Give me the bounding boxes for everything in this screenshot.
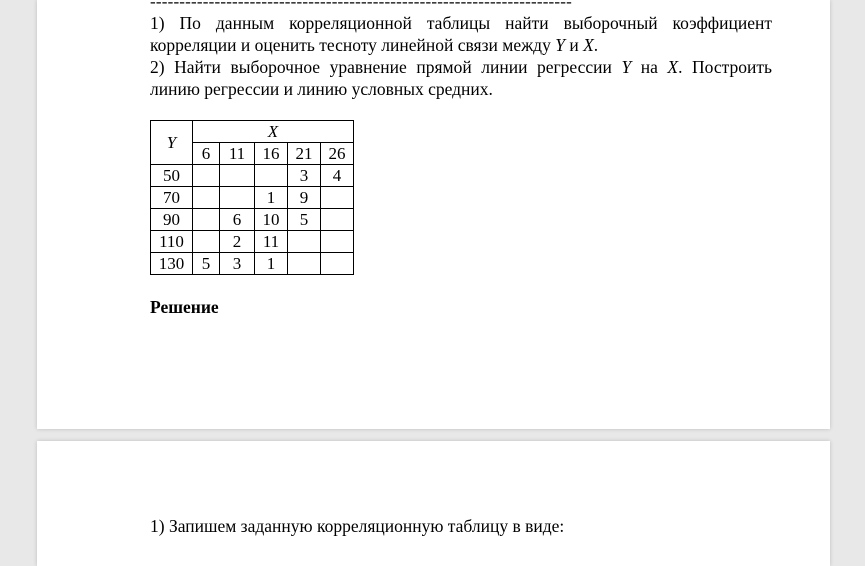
x-value: 16 <box>255 143 288 165</box>
y-value: 130 <box>151 253 193 275</box>
x-header: X <box>267 122 279 141</box>
task-item-2 <box>150 56 772 100</box>
table-row <box>151 209 354 231</box>
y-value: 70 <box>151 187 193 209</box>
table-cell <box>288 231 321 253</box>
table-cell <box>321 231 354 253</box>
table-cell <box>193 231 220 253</box>
table-row <box>151 231 354 253</box>
table-cell: 4 <box>321 165 354 187</box>
solution-step-1: 1) Запишем заданную корреляционную таблицу в виде: <box>150 516 565 536</box>
table-cell <box>220 187 255 209</box>
task-item-1-end: . <box>593 35 599 55</box>
table-cell <box>321 253 354 275</box>
solution-heading: Решение <box>150 297 219 317</box>
table-cell <box>193 187 220 209</box>
table-cell: 3 <box>220 253 255 275</box>
table-cell <box>321 209 354 231</box>
table-cell: 2 <box>220 231 255 253</box>
table-cell <box>193 209 220 231</box>
task-item-1 <box>150 12 772 56</box>
table-row <box>151 165 354 187</box>
var-x: X <box>583 35 594 55</box>
x-value: 21 <box>288 143 321 165</box>
table-row <box>151 253 354 275</box>
table-cell: 1 <box>255 253 288 275</box>
table-cell <box>220 165 255 187</box>
x-value: 6 <box>193 143 220 165</box>
var-y: Y <box>621 57 632 77</box>
y-header: Y <box>166 133 177 152</box>
table-cell <box>288 253 321 275</box>
table-cell: 1 <box>255 187 288 209</box>
table-cell: 6 <box>220 209 255 231</box>
separator-line: ------------------------------------------------------------------------ <box>150 0 573 11</box>
table-cell: 9 <box>288 187 321 209</box>
y-header-cell <box>151 121 193 165</box>
y-value: 50 <box>151 165 193 187</box>
task-item-1-and: и <box>564 35 584 55</box>
table-row <box>151 187 354 209</box>
var-y: Y <box>555 35 565 55</box>
task-item-2-end: . Построить линию регрессии и линию условных средних. <box>150 57 772 99</box>
var-x: X <box>667 57 679 77</box>
task-item-1-text: 1) По данным корреляционной таблицы найти выборочный коэффициент корреляции и оценить тесноту линейной связи между <box>150 13 772 55</box>
task-item-2-on: на <box>631 57 668 77</box>
y-value: 90 <box>151 209 193 231</box>
table-cell: 3 <box>288 165 321 187</box>
x-value: 26 <box>321 143 354 165</box>
y-value: 110 <box>151 231 193 253</box>
table-cell: 5 <box>288 209 321 231</box>
table-cell <box>193 165 220 187</box>
table-cell <box>321 187 354 209</box>
document-page-2 <box>37 441 830 566</box>
x-header-cell <box>193 121 354 143</box>
task-statement <box>150 12 772 100</box>
table-cell: 10 <box>255 209 288 231</box>
correlation-table <box>150 120 354 275</box>
x-value: 11 <box>220 143 255 165</box>
task-item-2-text: 2) Найти выборочное уравнение прямой линии регрессии <box>150 57 622 77</box>
table-cell <box>255 165 288 187</box>
table-cell: 5 <box>193 253 220 275</box>
table-cell: 11 <box>255 231 288 253</box>
document-page-1 <box>37 0 830 429</box>
